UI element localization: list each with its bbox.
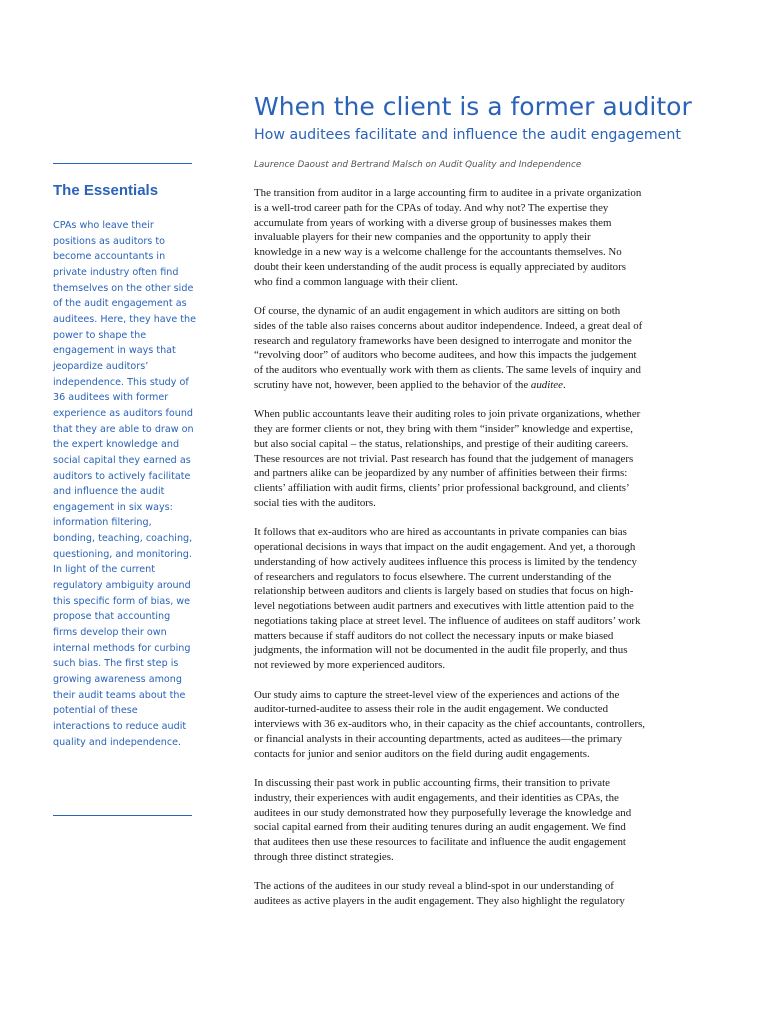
paragraph: In discussing their past work in public accounting firms, their transition to private industry, their experiences with audit engagements, and their identities as CPAs, the auditees in our study demonstrated how they purposefully leverage the knowledge and social capital earned from their auditing tenures during an audit engagement. We find that auditees then use these resources to facilitate and influence the audit engagement through three distinct strategies. bbox=[254, 777, 632, 863]
paragraph-text: Of course, the dynamic of an audit engagement in which auditors are sitting on both sides of the table also raises concerns about auditor independence. Indeed, a great deal of research and regulatory frameworks have been designed to interrogate and monitor the “revolving door” of auditors who become auditees, and how this impacts the judgement of the auditors who eventually work with them as clients. The same levels of inquiry and scrutiny have not, however, been applied to the behavior of the bbox=[254, 305, 643, 391]
article-body bbox=[254, 186, 726, 924]
paragraph: Our study aims to capture the street-level view of the experiences and actions of the auditor-turned-auditee to assess their role in the audit engagement. We conducted interviews with 36 ex-auditors who, in their capacity as the chief accountants, controllers, or financial analysts in their accounting departments, acted as auditees—the primary contacts for junior and senior auditors on the field during audit engagements. bbox=[254, 688, 646, 760]
sidebar-top-rule bbox=[53, 163, 192, 164]
paragraph: When public accountants leave their auditing roles to join private organizations, whether they are former clients or not, they bring with them “insider” knowledge and expertise, but also social capital – the status, relationships, and prestige of their auditing careers. These resources are not trivial. Past research has found that the judgement of managers and partners alike can be jeopardized by any number of affinities between their firms: clients’ affiliation with audit firms, clients’ prior professional background, and clients’ social ties with the auditors. bbox=[254, 408, 641, 509]
paragraph: The actions of the auditees in our study reveal a blind-spot in our understanding of auditees as active players in the audit engagement. They also highlight the regulatory bbox=[254, 880, 625, 907]
document-title: When the client is a former auditor bbox=[254, 92, 692, 121]
paragraph bbox=[254, 304, 726, 393]
paragraph: It follows that ex-auditors who are hired as accountants in private companies can bias operational decisions in ways that impact on the audit engagement. And yet, a thorough understanding of how actively auditees influence this process is limited by the tendency of researchers and regulators to focus elsewhere. The current understanding of the relationship between auditors and clients is largely based on studies that focus on high- level negotiations between audit partners and executives with little attention paid to the negotiations taking place at street level. The influence of auditees on staff auditors’ work matters because if staff auditors do not collect the necessary inputs or make biased judgments, the information will not be documented in the audit file properly, and thus not reviewed by more experienced auditors. bbox=[254, 526, 641, 671]
sidebar-bottom-rule bbox=[53, 815, 192, 816]
document-subtitle: How auditees facilitate and influence the audit engagement bbox=[254, 127, 681, 143]
document-byline: Laurence Daoust and Bertrand Malsch on Audit Quality and Independence bbox=[254, 160, 582, 170]
sidebar-title: The Essentials bbox=[53, 182, 159, 199]
paragraph-text-end: . bbox=[562, 378, 566, 391]
paragraph-emphasis: auditee bbox=[530, 378, 563, 391]
paragraph: The transition from auditor in a large accounting firm to auditee in a private organization is a well-trod career path for the CPAs of today. And why not? The expertise they accumulate from years of working with a diverse group of businesses makes them invaluable players for their new companies and the opportunity to apply their knowledge in a new way is a welcome challenge for the accountants themselves. No doubt their keen understanding of the audit process is equally appreciated by auditors who find a common language with their client. bbox=[254, 187, 642, 288]
sidebar-essentials-text: CPAs who leave their positions as auditors to become accountants in private industry often find themselves on the other side of the audit engagement as auditees. Here, they have the power to shape the engagement in ways that jeopardize auditors’ independence. This study of 36 auditees with former experience as auditors found that they are able to draw on the expert knowledge and social capital they earned as auditors to actively facilitate and influence the audit engagement in six ways: information filtering, bonding, teaching, coaching, questioning, and monitoring. In light of the current regulatory ambiguity around this specific form of bias, we propose that accounting firms develop their own internal methods for curbing such bias. The first step is growing awareness among their audit teams about the potential of these interactions to reduce audit quality and independence. bbox=[53, 220, 197, 748]
